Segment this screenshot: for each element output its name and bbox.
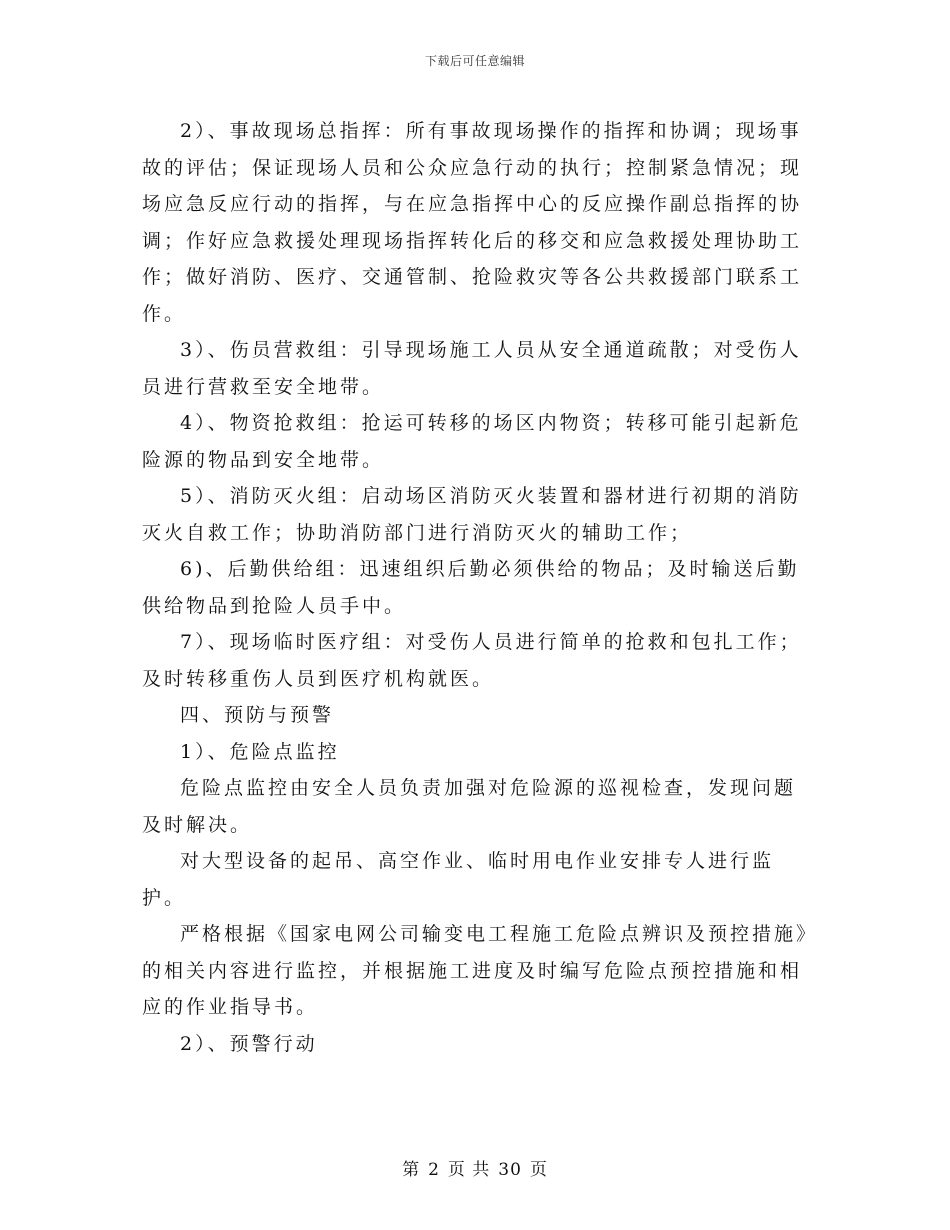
paragraph-firefighting-team: 5）、消防灭火组：启动场区消防灭火装置和器材进行初期的消防灭火自救工作；协助消防部门进行消防灭火的辅助工作； xyxy=(142,485,802,544)
subheading-warning-action: 2）、预警行动 xyxy=(180,1032,318,1055)
footer-suffix: 页 xyxy=(529,1160,548,1180)
paragraph-hazard-inspection: 危险点监控由安全人员负责加强对危险源的巡视检查，发现问题及时解决。 xyxy=(142,777,797,836)
section-heading-prevention: 四、预防与预警 xyxy=(180,704,335,726)
footer-middle: 页 共 xyxy=(447,1160,491,1180)
subheading-hazard-monitoring: 1）、危险点监控 xyxy=(180,740,340,763)
footer-prefix: 第 xyxy=(402,1160,421,1180)
total-pages: 30 xyxy=(498,1160,522,1180)
paragraph-monitoring-standard: 严格根据《国家电网公司输变电工程施工危险点辨识及预控措施》的相关内容进行监控，并根据施工进度及时编写危险点预控措施和相应的作业指导书。 xyxy=(142,923,809,1018)
paragraph-rescue-team: 3）、伤员营救组：引导现场施工人员从安全通道疏散；对受伤人员进行营救至安全地带。 xyxy=(142,339,802,398)
document-body xyxy=(142,113,810,1062)
paragraph-supervision: 对大型设备的起吊、高空作业、临时用电作业安排专人进行监护。 xyxy=(142,850,775,909)
paragraph-materials-team: 4）、物资抢救组：抢运可转移的场区内物资；转移可能引起新危险源的物品到安全地带。 xyxy=(142,412,802,471)
page-header: 下载后可任意编辑 xyxy=(424,54,525,68)
paragraph-logistics-team: 6)、后勤供给组：迅速组织后勤必须供给的物品；及时输送后勤供给物品到抢险人员手中。 xyxy=(142,558,800,617)
page-number: 2 xyxy=(428,1160,440,1180)
page-footer xyxy=(0,1155,950,1180)
paragraph-medical-team: 7）、现场临时医疗组：对受伤人员进行简单的抢救和包扎工作；及时转移重伤人员到医疗机构就医。 xyxy=(142,631,802,690)
paragraph-commander: 2）、事故现场总指挥：所有事故现场操作的指挥和协调；现场事故的评估；保证现场人员和公众应急行动的执行；控制紧急情况；现场应急反应行动的指挥，与在应急指挥中心的反应操作副总指挥的协调；作好应急救援处理现场指挥转化后的移交和应急救援处理协助工作；做好消防、医疗、交通管制、抢险救灾等各公共救援部门联系工作。 xyxy=(142,120,803,325)
